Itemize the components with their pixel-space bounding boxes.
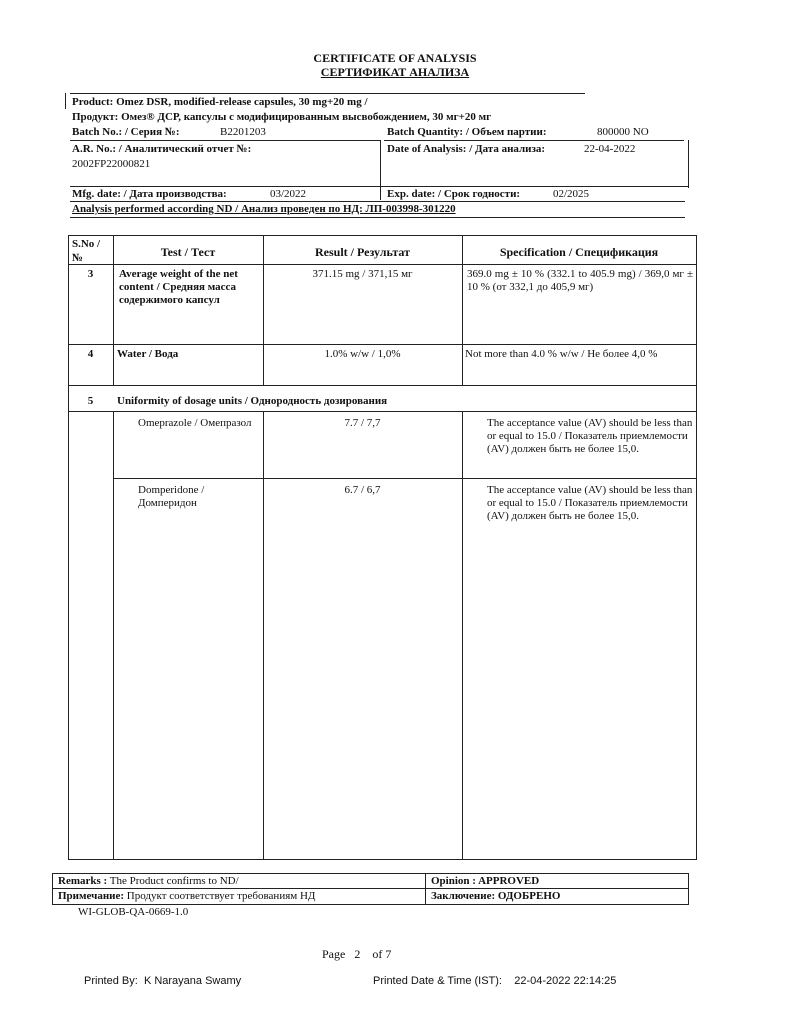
table-right-border: [696, 235, 697, 860]
row4-spec: Not more than 4.0 % w/w / Не более 4,0 %: [465, 348, 658, 360]
omeprazole-spec: The acceptance value (AV) should be less than or equal to 15.0 / Показатель приемлемости (AV) должен быть не более 15,0.: [487, 417, 693, 455]
batch-underline: [70, 140, 380, 141]
omeprazole-result: 7.7 / 7,7: [344, 417, 381, 429]
batch-qty-label: Batch Quantity: / Объем партии:: [387, 126, 547, 138]
mfg-label: Mfg. date: / Дата производства:: [72, 188, 227, 200]
row3-no: 3: [87, 268, 94, 280]
remarks-text-en: The Product confirms to ND/: [109, 875, 239, 887]
page-label: Page: [322, 947, 346, 961]
printed-dt-value: 22-04-2022 22:14:25: [514, 975, 617, 987]
product-label: Product:: [72, 96, 114, 108]
printed-by-label: Printed By:: [84, 975, 138, 987]
page-of: of 7: [372, 947, 392, 961]
row4-result: 1.0% w/w / 1,0%: [324, 348, 401, 360]
page-indicator: [322, 947, 391, 961]
page-number: 2: [354, 947, 361, 961]
mfg-bottom-line: [70, 201, 685, 202]
ar-label: A.R. No.: / Аналитический отчет №:: [72, 143, 252, 155]
remarks-label-en: Remarks :: [58, 875, 108, 887]
batch-qty-underline: [384, 140, 684, 141]
batch-label: Batch No.: / Серия №:: [72, 126, 180, 138]
omeprazole-name: Omeprazole / Омепразол: [138, 417, 252, 429]
header-top-line: [70, 93, 585, 94]
row3-test: Average weight of the net content / Средняя масса содержимого капсул: [119, 268, 238, 306]
batch-value: B2201203: [220, 126, 266, 138]
doa-label: Date of Analysis: / Дата анализа:: [387, 143, 546, 155]
exp-label: Exp. date: / Срок годности:: [387, 188, 521, 200]
printed-by: [84, 975, 241, 988]
title-en: CERTIFICATE OF ANALYSIS: [313, 51, 477, 65]
domperidone-spec: The acceptance value (AV) should be less than or equal to 15.0 / Показатель приемлемости (AV) должен быть не более 15,0.: [487, 484, 693, 522]
opinion-en: Opinion : APPROVED: [431, 875, 540, 887]
header-bottom-line: [70, 217, 685, 218]
omeprazole-bottom-line: [113, 478, 696, 479]
header-mid-divider: [380, 140, 381, 200]
row4-bottom-line: [68, 385, 696, 386]
doc-code: WI-GLOB-QA-0669-1.0: [78, 906, 189, 918]
opinion-ru: Заключение: ОДОБРЕНО: [431, 890, 561, 902]
remarks-text-ru: Продукт соответствует требованиям НД: [126, 890, 316, 902]
batch-qty-value: 800000 NO: [597, 126, 649, 138]
th-sno: S.No /: [72, 238, 101, 250]
th-sno-ru: №: [72, 252, 84, 264]
row4-test: Water / Вода: [117, 348, 179, 360]
col-test-divider-lower: [263, 412, 264, 859]
mfg-top-line: [70, 186, 688, 187]
row5-title-line: [68, 411, 696, 412]
row3-result: 371.15 mg / 371,15 мг: [312, 268, 413, 280]
col-sno-divider-lower: [113, 412, 114, 859]
th-spec: Specification / Спецификация: [499, 245, 659, 259]
analysis-line: Analysis performed according ND / Анализ проведен по НД: ЛП-003998-301220: [72, 203, 456, 215]
row5-no: 5: [87, 395, 94, 407]
product-line: [72, 96, 572, 109]
exp-value: 02/2025: [553, 188, 590, 200]
title-ru: СЕРТИФИКАТ АНАЛИЗА: [320, 65, 470, 79]
table-left-border: [68, 235, 69, 860]
doa-value: 22-04-2022: [584, 143, 636, 155]
th-result: Result / Результат: [314, 245, 410, 259]
printed-datetime: [373, 975, 616, 988]
remarks-mid-line: [52, 888, 688, 889]
header-right-divider: [688, 140, 689, 188]
table-top-line: [68, 235, 696, 236]
col-result-divider-lower: [462, 412, 463, 859]
printed-dt-label: Printed Date & Time (IST):: [373, 975, 502, 987]
remarks-en: [58, 875, 423, 888]
row3-bottom-line: [68, 344, 696, 345]
header-left-tick: [65, 93, 66, 109]
remarks-label-ru: Примечание:: [58, 890, 125, 902]
product-value: Omez DSR, modified-release capsules, 30 mg+20 mg /: [116, 96, 368, 108]
domperidone-result: 6.7 / 6,7: [344, 484, 381, 496]
header-row-line: [68, 264, 696, 265]
th-test: Test / Тест: [160, 245, 216, 259]
row4-no: 4: [87, 348, 94, 360]
table-bottom-line: [68, 859, 696, 860]
mfg-value: 03/2022: [270, 188, 307, 200]
row3-spec: 369.0 mg ± 10 % (332.1 to 405.9 mg) / 369,0 мг ± 10 % (от 332,1 до 405,9 мг): [467, 268, 693, 293]
printed-by-name: K Narayana Swamy: [143, 975, 242, 987]
remarks-ru: [58, 890, 423, 903]
ar-value: 2002FP22000821: [72, 158, 151, 170]
row5-title: Uniformity of dosage units / Однородность дозирования: [117, 395, 388, 407]
domperidone-name: Domperidone / Домперидон: [138, 484, 205, 509]
product-ru: Продукт: Омез® ДСР, капсулы с модифицированным высвобождением, 30 мг+20 мг: [72, 111, 492, 123]
